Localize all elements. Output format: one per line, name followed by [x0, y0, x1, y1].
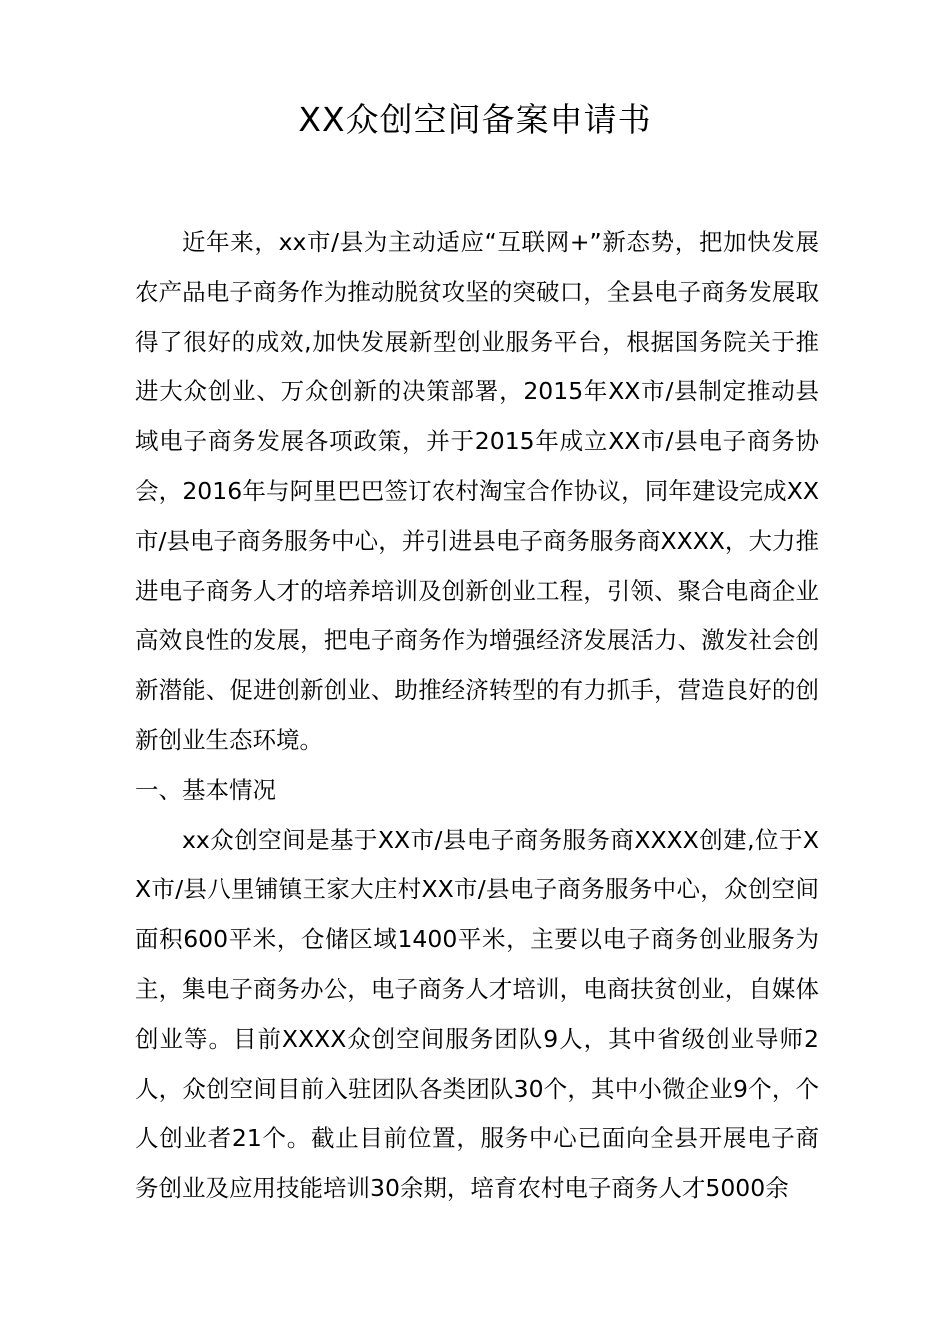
intro-paragraph: 近年来，xx市/县为主动适应“互联网+”新态势，把加快发展农产品电子商务作为推动脱贫攻坚的突破口，全县电子商务发展取得了很好的成效,加快发展新型创业服务平台，根据国务院关于推进大众创业、万众创新的决策部署，2015年XX市/县制定推动县域电子商务发展各项政策，并于2015年成立XX市/县电子商务协会，2016年与阿里巴巴签订农村淘宝合作协议，同年建设完成XX市/县电子商务服务中心，并引进县电子商务服务商XXXX，大力推进电子商务人才的培养培训及创新创业工程，引领、聚合电商企业高效良性的发展，把电子商务作为增强经济发展活力、激发社会创新潜能、促进创新创业、助推经济转型的有力抓手，营造良好的创新创业生态环境。: [135, 228, 819, 754]
document-title: XX众创空间备案申请书: [298, 100, 652, 139]
section-heading-basic-info: 一、基本情况: [135, 775, 276, 804]
section-paragraph-basic-info: xx众创空间是基于XX市/县电子商务服务商XXXX创建,位于XX市/县八里铺镇王家大庄村XX市/县电子商务服务中心，众创空间面积600平米，仓储区域1400平米，主要以电子商务创业服务为主，集电子商务办公，电子商务人才培训，电商扶贫创业，自媒体创业等。目前XXXX众创空间服务团队9人，其中省级创业导师2人，众创空间目前入驻团队各类团队30个，其中小微企业9个，个人创业者21个。截止目前位置，服务中心已面向全县开展电子商务创业及应用技能培训30余期，培育农村电子商务人才5000余: [135, 825, 819, 1203]
document-body: [135, 218, 819, 1214]
